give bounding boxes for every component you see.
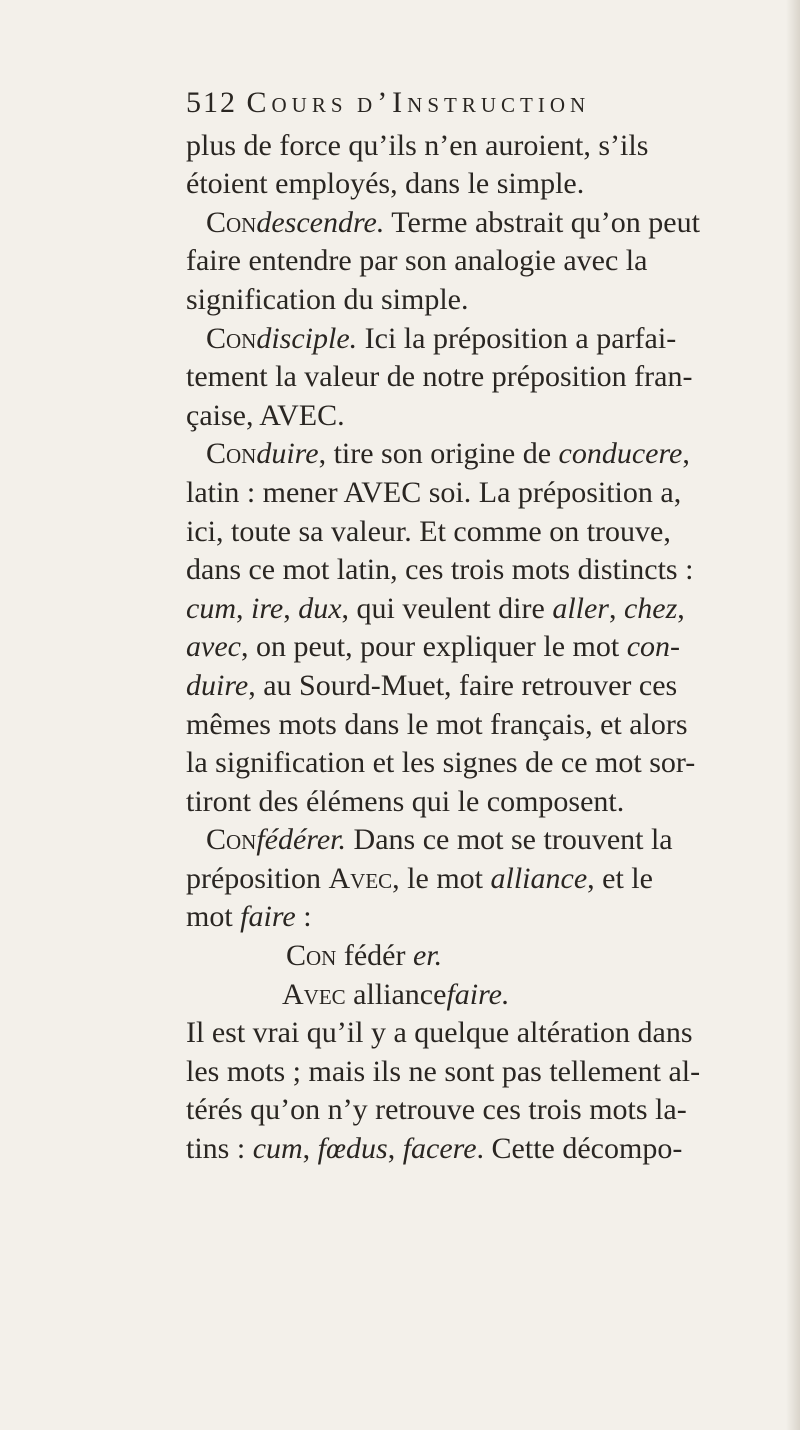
french-word: avec xyxy=(186,630,241,664)
punct: , xyxy=(387,1132,403,1166)
latin-word: cum xyxy=(186,591,236,625)
text-line: la signification et les signes de ce mot sor- xyxy=(186,746,696,780)
french-word: faire xyxy=(240,900,296,934)
latin-word: fœdus xyxy=(317,1132,388,1166)
french-word: duire xyxy=(186,668,249,702)
text-line xyxy=(186,860,786,899)
text-line xyxy=(186,667,786,706)
text-line: ici, toute sa valeur. Et comme on trouve, xyxy=(186,514,671,548)
text-line: faire entendre par son analogie avec la xyxy=(186,244,648,278)
entry-text: Ici la préposition a parfai- xyxy=(357,321,677,355)
punct: , xyxy=(682,437,690,471)
text-run: , le mot xyxy=(392,861,491,895)
text-run: , au Sourd-Muet, faire retrouver ces xyxy=(248,668,678,702)
page-edge-shadow xyxy=(786,0,800,1430)
small-caps-word: Avec xyxy=(282,977,346,1011)
french-word: chez xyxy=(623,591,678,625)
text-line: les mots ; mais ils ne sont pas tellement al- xyxy=(186,1054,701,1088)
text-line: dans ce mot latin, ces trois mots distincts : xyxy=(186,553,694,587)
punct: , xyxy=(302,1132,318,1166)
text-run: , qui veulent dire xyxy=(341,591,553,625)
entry-confederer xyxy=(186,821,786,860)
punct: , xyxy=(235,591,251,625)
entry-prefix: Con xyxy=(206,437,257,471)
latin-word: dux xyxy=(298,591,342,625)
text-line: Il est vrai qu’il y a quelque altération dans xyxy=(186,1016,693,1050)
text-line: mêmes mots dans le mot français, et alors xyxy=(186,707,688,741)
entry-condescendre xyxy=(186,204,786,243)
entry-word: disciple. xyxy=(256,321,358,355)
punct: , xyxy=(677,591,685,625)
french-word: alliance xyxy=(490,861,588,895)
header-title-1: Cours xyxy=(246,86,348,119)
text-run: tins : xyxy=(186,1132,253,1166)
entry-word: duire xyxy=(256,437,319,471)
latin-word: conducere xyxy=(558,437,683,471)
entry-prefix: Con xyxy=(206,205,257,239)
entry-text: , tire son origine de xyxy=(318,437,559,471)
text-line xyxy=(186,898,786,937)
text-line: signification du simple. xyxy=(186,282,469,316)
word-part: alliance xyxy=(345,977,447,1011)
page-number: 512 xyxy=(186,86,237,119)
running-header xyxy=(186,84,786,123)
french-word: con- xyxy=(626,630,681,664)
decomposition-line-1 xyxy=(186,937,786,976)
text-run: . Cette décompo- xyxy=(476,1132,683,1166)
entry-prefix: Con xyxy=(206,823,257,857)
entry-conduire xyxy=(186,435,786,474)
text-line: çaise, AVEC. xyxy=(186,398,345,432)
punct: , xyxy=(608,591,624,625)
text-line: tement la valeur de notre préposition fran- xyxy=(186,360,693,394)
text-line: tiront des élémens qui le composent. xyxy=(186,784,625,818)
text-run: préposition xyxy=(186,861,329,895)
entry-condisciple xyxy=(186,320,786,359)
entry-word: descendre. xyxy=(256,205,385,239)
text-line xyxy=(186,1130,786,1169)
page-text xyxy=(186,84,786,1169)
word-part: er. xyxy=(412,939,443,973)
latin-word: facere xyxy=(402,1132,477,1166)
word-part: fédér xyxy=(343,939,406,973)
entry-text: Dans ce mot se trouvent la xyxy=(346,823,673,857)
text-run: , et le xyxy=(587,861,653,895)
entry-word: fédérer. xyxy=(256,823,347,857)
punct: : xyxy=(295,900,312,934)
latin-word: cum xyxy=(252,1132,303,1166)
text-line: étoient employés, dans le simple. xyxy=(186,167,585,201)
text-line: térés qu’on n’y retrouve ces trois mots la- xyxy=(186,1093,687,1127)
text-line-latin xyxy=(186,590,786,629)
word-part: faire. xyxy=(446,977,510,1011)
text-run: mot xyxy=(186,900,241,934)
punct: , xyxy=(283,591,299,625)
entry-text: Terme abstrait qu’on peut xyxy=(384,205,700,239)
text-line: latin : mener AVEC soi. La préposition a, xyxy=(186,475,682,509)
header-title-2: d’Instruction xyxy=(357,86,591,119)
entry-prefix: Con xyxy=(206,321,257,355)
decomposition-line-2 xyxy=(186,976,786,1015)
latin-word: ire xyxy=(250,591,284,625)
entry-prefix: Con xyxy=(286,939,337,973)
small-caps-word: Avec xyxy=(328,861,393,895)
text-run: , on peut, pour expliquer le mot xyxy=(240,630,627,664)
french-word: aller xyxy=(552,591,609,625)
text-line xyxy=(186,628,786,667)
text-line: plus de force qu’ils n’en auroient, s’ils xyxy=(186,128,649,162)
